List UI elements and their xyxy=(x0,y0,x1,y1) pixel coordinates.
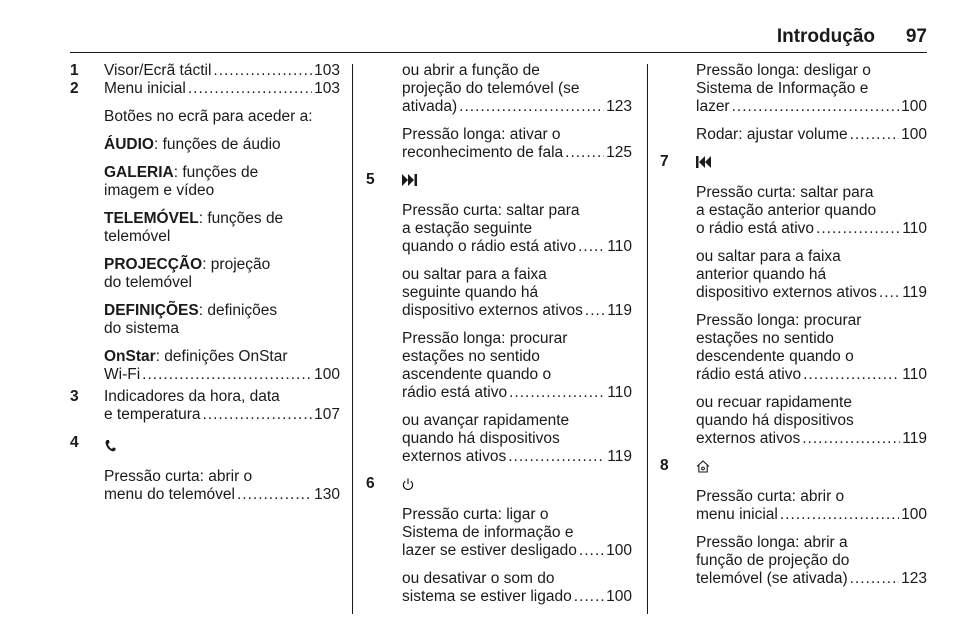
page-ref: 110 xyxy=(902,366,927,383)
page-ref: 130 xyxy=(314,486,340,503)
page-ref: 103 xyxy=(314,62,340,79)
page-ref: 110 xyxy=(607,384,632,401)
page-ref: 100 xyxy=(314,366,340,383)
entry-1 xyxy=(70,62,340,80)
entry-7: 7 Pressão curta: saltar para a estação anterior quando o rádio está ativo ..... 110 ou saltar para a faixa anterior quando há dispositivo externos ativos ..... 119 Pressão longa: procurar estações no sentido descendente quando o rádio está ativo ..... 110 ou recuar rapidamente quando há dispositivos externos ativos ..... 119 xyxy=(660,150,927,448)
page-ref: 100 xyxy=(901,506,927,523)
page-ref: 100 xyxy=(901,126,927,143)
item-number: 4 xyxy=(70,434,79,451)
page-ref: 123 xyxy=(606,98,632,115)
entry-3: 3 Indicadores da hora, data e temperatura ..... 107 xyxy=(70,388,340,424)
page-ref: 119 xyxy=(607,448,632,465)
item-number: 8 xyxy=(660,457,669,474)
skip-back-icon xyxy=(696,150,927,174)
item-number: 7 xyxy=(660,153,669,170)
column-2 xyxy=(366,62,632,606)
page-title: Introdução xyxy=(776,26,875,47)
page-ref: 110 xyxy=(607,238,632,255)
home-icon xyxy=(696,454,927,478)
entry-6: 6 Pressão curta: ligar o Sistema de informação e lazer se estiver desligado ..... 100 ou desativar o som do sistema se estiver ligado ..... 100 xyxy=(366,472,632,606)
text: ÁUDIO: funções de áudio xyxy=(104,136,281,153)
page-ref: 110 xyxy=(902,220,927,237)
entry-label: Visor/Ecrã táctil xyxy=(104,62,212,79)
page-number: 97 xyxy=(905,26,927,47)
page-ref: 100 xyxy=(606,542,632,559)
entry-2 xyxy=(70,80,340,384)
page-header xyxy=(70,26,927,50)
header-rule xyxy=(70,52,927,53)
entry-4-continued: ou abrir a função de projeção do telemóvel (se ativada) ..... 123 Pressão longa: ativar o reconhecimento de fala ..... 125 xyxy=(366,62,632,162)
item-number: 2 xyxy=(70,80,79,97)
item-number: 1 xyxy=(70,62,79,79)
page-ref: 100 xyxy=(901,98,927,115)
column-divider-1 xyxy=(352,64,353,614)
page-ref: 119 xyxy=(902,430,927,447)
entry-6-continued: Pressão longa: desligar o Sistema de Informação e lazer ..... 100 Rodar: ajustar volume ..... 100 xyxy=(660,62,927,144)
item-number: 3 xyxy=(70,388,79,405)
text: DEFINIÇÕES: definições do sistema xyxy=(104,302,278,337)
entry-8: 8 Pressão curta: abrir o menu inicial ..... 100 Pressão longa: abrir a função de projeção do telemóvel (se ativada) ..... 123 xyxy=(660,454,927,588)
text: OnStar: definições OnStar Wi-Fi ..... 100 xyxy=(104,348,340,384)
column-1 xyxy=(70,62,340,504)
phone-icon xyxy=(104,434,340,458)
page-ref: 107 xyxy=(314,406,340,423)
entry-4: 4 Pressão curta: abrir o menu do telemóvel ..... 130 xyxy=(70,434,340,504)
page-ref: 119 xyxy=(902,284,927,301)
entry-label: Menu inicial xyxy=(104,80,186,97)
text: PROJECÇÃO: projeção do telemóvel xyxy=(104,256,271,291)
column-divider-2 xyxy=(647,64,648,614)
item-number: 6 xyxy=(366,475,375,492)
page-ref: 123 xyxy=(901,570,927,587)
page-ref: 100 xyxy=(606,588,632,605)
item-number: 5 xyxy=(366,171,375,188)
column-3 xyxy=(660,62,927,588)
text: TELEMÓVEL: funções de telemóvel xyxy=(104,210,284,245)
page-ref: 103 xyxy=(314,80,340,97)
power-icon xyxy=(402,472,632,496)
text: Botões no ecrã para aceder a: xyxy=(104,108,313,125)
page-ref: 119 xyxy=(607,302,632,319)
page-ref: 125 xyxy=(606,144,632,161)
entry-5: 5 Pressão curta: saltar para a estação seguinte quando o rádio está ativo ..... 110 ou saltar para a faixa seguinte quando há dispositivo externos ativos ..... 119 Pressão longa: procurar estações no sentido ascendente quando o rádio está ativo ..... 110 ou avançar rapidamente quando há dispositivos externos ativos ..... 119 xyxy=(366,168,632,466)
text: GALERIA: funções de imagem e vídeo xyxy=(104,164,259,199)
skip-forward-icon xyxy=(402,168,632,192)
